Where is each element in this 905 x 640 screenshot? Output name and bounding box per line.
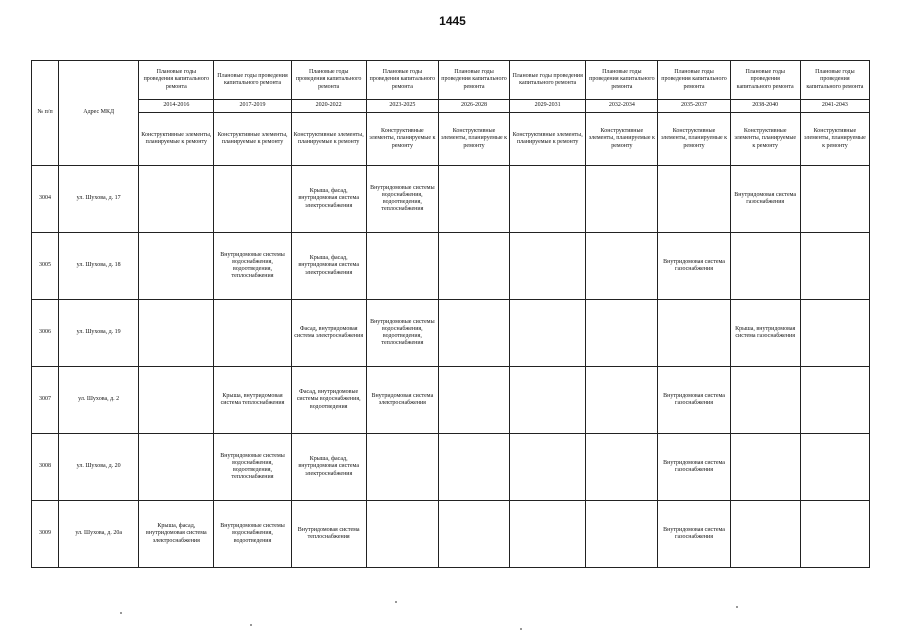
table-cell: Крыша, фасад, внутридомовая система электроснабжения <box>291 233 366 300</box>
table-cell: Крыша, фасад, внутридомовая система электроснабжения <box>291 434 366 501</box>
table-row <box>32 166 870 233</box>
year-range-header: 2032-2034 <box>586 100 658 113</box>
table-cell <box>800 300 869 367</box>
period-header: Плановые годы проведения капитального ремонта <box>730 61 800 100</box>
table-cell <box>800 367 869 434</box>
year-range-header: 2023-2025 <box>366 100 438 113</box>
table-cell: Внутридомовая система газоснабжения <box>658 501 730 568</box>
column-header-address: Адрес МКД <box>59 61 139 166</box>
table-cell <box>139 166 214 233</box>
table-cell: Крыша, внутридомовая система газоснабжения <box>730 300 800 367</box>
table-cell <box>800 434 869 501</box>
scan-speck <box>395 601 397 603</box>
row-number: 3004 <box>32 166 59 233</box>
table-cell: Фасад, внутридомовая система электроснабжения <box>291 300 366 367</box>
table-cell <box>586 367 658 434</box>
period-header: Плановые годы проведения капитального ремонта <box>510 61 586 100</box>
year-range-header: 2017-2019 <box>214 100 291 113</box>
period-header: Плановые годы проведения капитального ремонта <box>139 61 214 100</box>
table-cell <box>438 367 509 434</box>
table-cell <box>510 501 586 568</box>
header-row-years <box>32 100 870 113</box>
row-number: 3009 <box>32 501 59 568</box>
year-range-header: 2020-2022 <box>291 100 366 113</box>
elements-header: Конструктивные элементы, планируемые к ремонту <box>291 113 366 166</box>
table-cell: Внутридомовая система теплоснабжения <box>291 501 366 568</box>
table-cell <box>139 300 214 367</box>
period-header: Плановые годы проведения капитального ремонта <box>438 61 509 100</box>
elements-header: Конструктивные элементы, планируемые к ремонту <box>510 113 586 166</box>
table-cell: Внутридомовые системы водоснабжения, водоотведения, теплоснабжения <box>214 233 291 300</box>
page-number: 1445 <box>439 14 466 28</box>
elements-header: Конструктивные элементы, планируемые к ремонту <box>214 113 291 166</box>
table-cell <box>510 166 586 233</box>
table-cell <box>438 233 509 300</box>
header-row-elements <box>32 113 870 166</box>
year-range-header: 2026-2028 <box>438 100 509 113</box>
table-row <box>32 300 870 367</box>
table-cell: Внутридомовая система электроснабжения <box>366 367 438 434</box>
table-cell: Внутридомовые системы водоснабжения, водоотведения, теплоснабжения <box>366 300 438 367</box>
elements-header: Конструктивные элементы, планируемые к ремонту <box>366 113 438 166</box>
table-cell: Внутридомовые системы водоснабжения, водоотведения, теплоснабжения <box>366 166 438 233</box>
table-cell <box>366 434 438 501</box>
table-cell <box>366 233 438 300</box>
table-cell: Внутридомовая система газоснабжения <box>658 233 730 300</box>
table-cell <box>366 501 438 568</box>
table-cell <box>586 166 658 233</box>
period-header: Плановые годы проведения капитального ремонта <box>586 61 658 100</box>
table-cell <box>658 166 730 233</box>
elements-header: Конструктивные элементы, планируемые к ремонту <box>586 113 658 166</box>
table-cell <box>800 166 869 233</box>
table-cell <box>800 501 869 568</box>
row-number: 3007 <box>32 367 59 434</box>
elements-header: Конструктивные элементы, планируемые к ремонту <box>658 113 730 166</box>
row-address: ул. Шухова, д. 17 <box>59 166 139 233</box>
column-header-number: № п/п <box>32 61 59 166</box>
table-cell <box>139 233 214 300</box>
elements-header: Конструктивные элементы, планируемые к ремонту <box>438 113 509 166</box>
table-cell <box>438 434 509 501</box>
table-cell: Внутридомовая система газоснабжения <box>658 367 730 434</box>
elements-header: Конструктивные элементы, планируемые к ремонту <box>730 113 800 166</box>
table-row <box>32 501 870 568</box>
table-cell <box>586 233 658 300</box>
year-range-header: 2029-2031 <box>510 100 586 113</box>
table-cell <box>214 166 291 233</box>
header-row-period <box>32 61 870 100</box>
row-number: 3006 <box>32 300 59 367</box>
table-cell <box>586 434 658 501</box>
year-range-header: 2038-2040 <box>730 100 800 113</box>
period-header: Плановые годы проведения капитального ремонта <box>214 61 291 100</box>
scan-speck <box>736 606 738 608</box>
table-cell: Фасад, внутридомовые системы водоснабжения, водоотведения <box>291 367 366 434</box>
table-cell <box>586 501 658 568</box>
row-address: ул. Шухова, д. 20а <box>59 501 139 568</box>
table-cell <box>658 300 730 367</box>
scan-speck <box>120 612 122 614</box>
table-cell <box>730 501 800 568</box>
table-cell: Внутридомовая система газоснабжения <box>730 166 800 233</box>
scan-speck <box>520 628 522 630</box>
table-cell: Крыша, фасад, внутридомовая система электроснабжения <box>291 166 366 233</box>
row-number: 3005 <box>32 233 59 300</box>
elements-header: Конструктивные элементы, планируемые к ремонту <box>139 113 214 166</box>
table-cell: Крыша, фасад, внутридомовая система электроснабжения <box>139 501 214 568</box>
row-address: ул. Шухова, д. 19 <box>59 300 139 367</box>
row-address: ул. Шухова, д. 2 <box>59 367 139 434</box>
row-address: ул. Шухова, д. 20 <box>59 434 139 501</box>
period-header: Плановые годы проведения капитального ремонта <box>366 61 438 100</box>
scan-speck <box>250 624 252 626</box>
capital-repair-plan-table <box>31 60 870 568</box>
table-cell <box>730 233 800 300</box>
period-header: Плановые годы проведения капитального ремонта <box>291 61 366 100</box>
table-row <box>32 367 870 434</box>
table-cell: Внутридомовые системы водоснабжения, водоотведения <box>214 501 291 568</box>
period-header: Плановые годы проведения капитального ремонта <box>658 61 730 100</box>
table-cell <box>438 501 509 568</box>
table-cell <box>800 233 869 300</box>
year-range-header: 2014-2016 <box>139 100 214 113</box>
table-cell <box>730 367 800 434</box>
year-range-header: 2035-2037 <box>658 100 730 113</box>
table-cell <box>510 233 586 300</box>
row-address: ул. Шухова, д. 18 <box>59 233 139 300</box>
row-number: 3008 <box>32 434 59 501</box>
year-range-header: 2041-2043 <box>800 100 869 113</box>
period-header: Плановые годы проведения капитального ремонта <box>800 61 869 100</box>
table-cell <box>139 367 214 434</box>
table-cell <box>510 300 586 367</box>
table-row <box>32 434 870 501</box>
table-cell <box>214 300 291 367</box>
table-cell <box>438 166 509 233</box>
table-cell: Крыша, внутридомовая система теплоснабжения <box>214 367 291 434</box>
table-cell: Внутридомовая система газоснабжения <box>658 434 730 501</box>
table-cell: Внутридомовые системы водоснабжения, водоотведения, теплоснабжения <box>214 434 291 501</box>
table-cell <box>438 300 509 367</box>
table-cell <box>510 434 586 501</box>
table-row <box>32 233 870 300</box>
table-cell <box>510 367 586 434</box>
table-cell <box>139 434 214 501</box>
table-cell <box>730 434 800 501</box>
elements-header: Конструктивные элементы, планируемые к ремонту <box>800 113 869 166</box>
table-cell <box>586 300 658 367</box>
